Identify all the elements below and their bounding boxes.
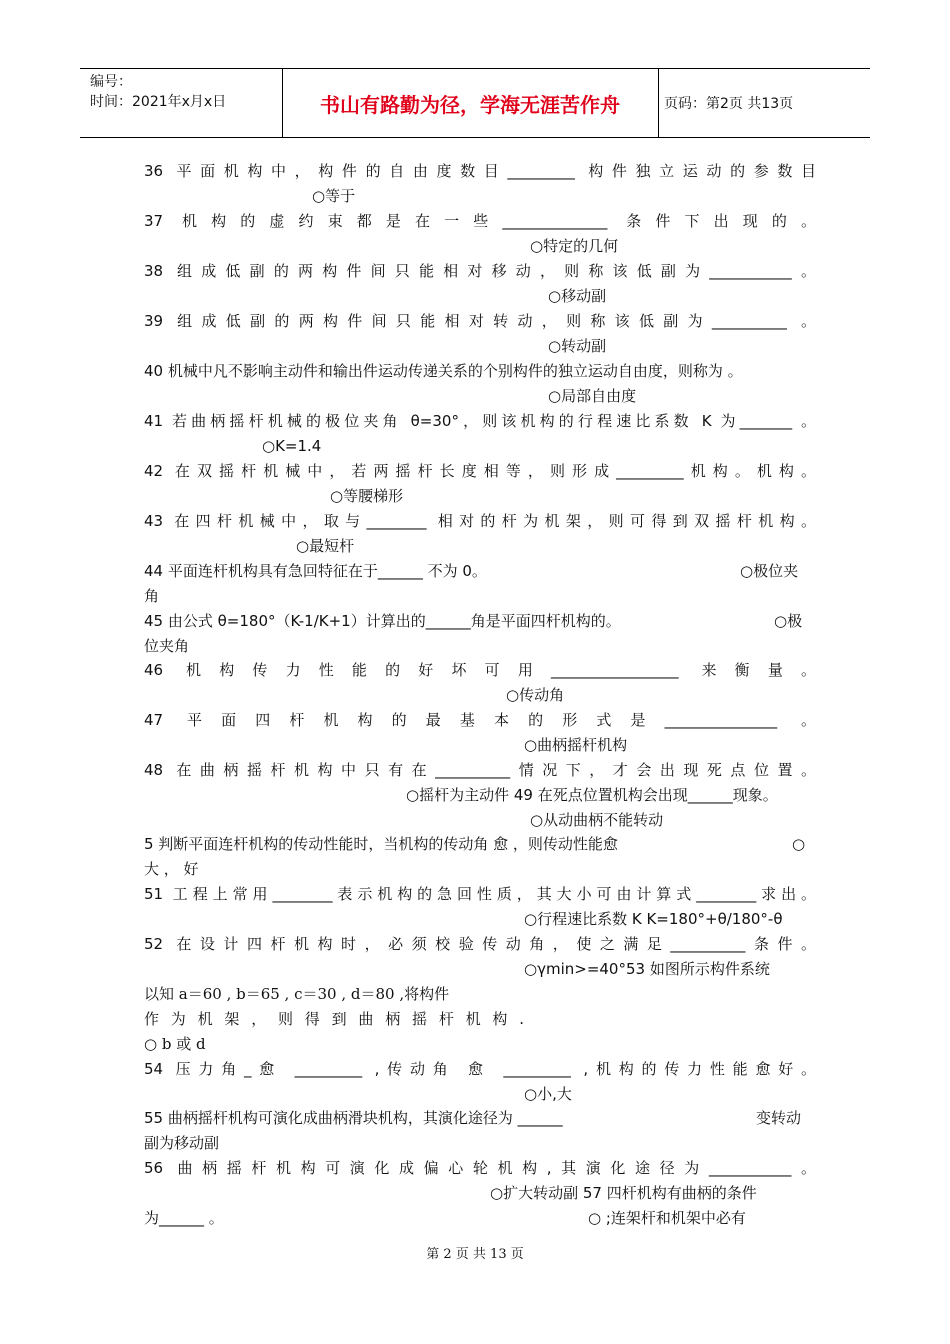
answer-46: ○传动角	[506, 686, 565, 704]
question-50-continued: 大 ， 好	[144, 860, 199, 878]
question-39: 39 组成低副的两构件间只能相对转动，则称该低副为__________ 。	[144, 312, 816, 330]
question-50: 5 判断平面连杆机构的传动性能时，当机构的传动角 愈 ，则传动性能愈	[144, 835, 618, 853]
question-37: 37 机构的虚约束都是在一些______________ 条件下出现的。	[144, 212, 816, 230]
header-page-label: 页码：第2页 共13页	[664, 96, 794, 112]
answer-45: ○极	[774, 612, 803, 630]
header-divider-right	[658, 69, 659, 137]
header-motto: 书山有路勤为径，学海无涯苦作舟	[320, 93, 620, 117]
answer-44: ○极位夹	[740, 562, 799, 580]
question-53-continued-2: 作为机架，则得到曲柄摇杆机构.	[144, 1010, 524, 1028]
answer-50: ○	[792, 835, 806, 853]
answer-39: ○转动副	[548, 337, 607, 355]
question-55-continued: 副为移动副	[144, 1134, 220, 1152]
answer-42: ○等腰梯形	[330, 487, 404, 505]
question-48: 48 在曲柄摇杆机构中只有在__________情况下，才会出现死点位置。	[144, 761, 816, 779]
question-54: 54 压力角_愈 _________ ,传动角 愈 _________ ,机构的传力性能愈好。	[144, 1060, 816, 1078]
answer-49: ○从动曲柄不能转动	[530, 811, 664, 829]
question-44-continued: 角	[144, 587, 160, 605]
answer-54: ○小,大	[524, 1085, 572, 1103]
question-44: 44 平面连杆机构具有急回特征在于______ 不为 0。	[144, 562, 487, 580]
header-date-label: 时间：2021年x月x日	[90, 94, 227, 110]
question-40: 40 机械中凡不影响主动件和输出件运动传递关系的个别构件的独立运动自由度，则称为 。	[144, 362, 743, 380]
question-52: 52 在设计四杆机构时，必须校验传动角，使之满足__________条件。	[144, 935, 816, 953]
question-46: 46 机构传力性能的好坏可用_________________ 来衡量。	[144, 661, 816, 679]
answer-51: ○行程速比系数 K K=180°+θ/180°-θ	[524, 910, 783, 928]
question-53-continued: 以知 a＝60 , b＝65 , c＝30 , d＝80 ,将构件	[144, 985, 450, 1003]
answer-56-question-57: ○扩大转动副 57 四杆机构有曲柄的条件	[490, 1184, 757, 1202]
question-51: 51 工程上常用________表示机构的急回性质，其大小可由计算式________求出。	[144, 885, 816, 903]
answer-48-question-49: ○摇杆为主动件 49 在死点位置机构会出现______现象。	[406, 786, 778, 804]
answer-40: ○局部自由度	[548, 387, 637, 405]
answer-55: 变转动	[756, 1109, 802, 1127]
header-number-label: 编号：	[90, 74, 132, 90]
answer-57: ○ ;连架杆和机架中必有	[588, 1209, 746, 1227]
header-table	[80, 68, 870, 138]
answer-43: ○最短杆	[296, 537, 355, 555]
question-55: 55 曲柄摇杆机构可演化成曲柄滑块机构，其演化途径为 ______	[144, 1109, 563, 1127]
question-45-continued: 位夹角	[144, 637, 190, 655]
question-56: 56 曲柄摇杆机构可演化成偏心轮机构,其演化途径为___________。	[144, 1159, 816, 1177]
answer-36: ○等于	[312, 187, 356, 205]
question-42: 42 在双摇杆机械中，若两摇杆长度相等，则形成_________机构。机构。	[144, 462, 816, 480]
answer-41: ○K=1.4	[262, 437, 322, 455]
question-36: 36 平面机构中，构件的自由度数目_________ 构件独立运动的参数目	[144, 162, 816, 180]
question-57-continued: 为______ 。	[144, 1209, 224, 1227]
question-45: 45 由公式 θ=180°（K-1/K+1）计算出的______角是平面四杆机构的。	[144, 612, 621, 630]
answer-52-question-53: ○γmin>=40°53 如图所示构件系统	[524, 960, 770, 978]
question-43: 43 在四杆机械中，取与________ 相对的杆为机架，则可得到双摇杆机构。	[144, 512, 816, 530]
answer-47: ○曲柄摇杆机构	[524, 736, 628, 754]
answer-53: ○ b 或 d	[144, 1035, 206, 1053]
answer-37: ○特定的几何	[530, 237, 619, 255]
question-41: 41 若曲柄摇杆机械的极位夹角 θ=30°，则该机构的行程速比系数 K 为_______ 。	[144, 412, 816, 430]
answer-38: ○移动副	[548, 287, 607, 305]
question-38: 38 组成低副的两构件间只能相对移动，则称该低副为___________。	[144, 262, 816, 280]
page-footer: 第 2 页 共 13 页	[426, 1247, 524, 1262]
question-47: 47 平面四杆机构的最基本的形式是_______________ 。	[144, 711, 816, 729]
